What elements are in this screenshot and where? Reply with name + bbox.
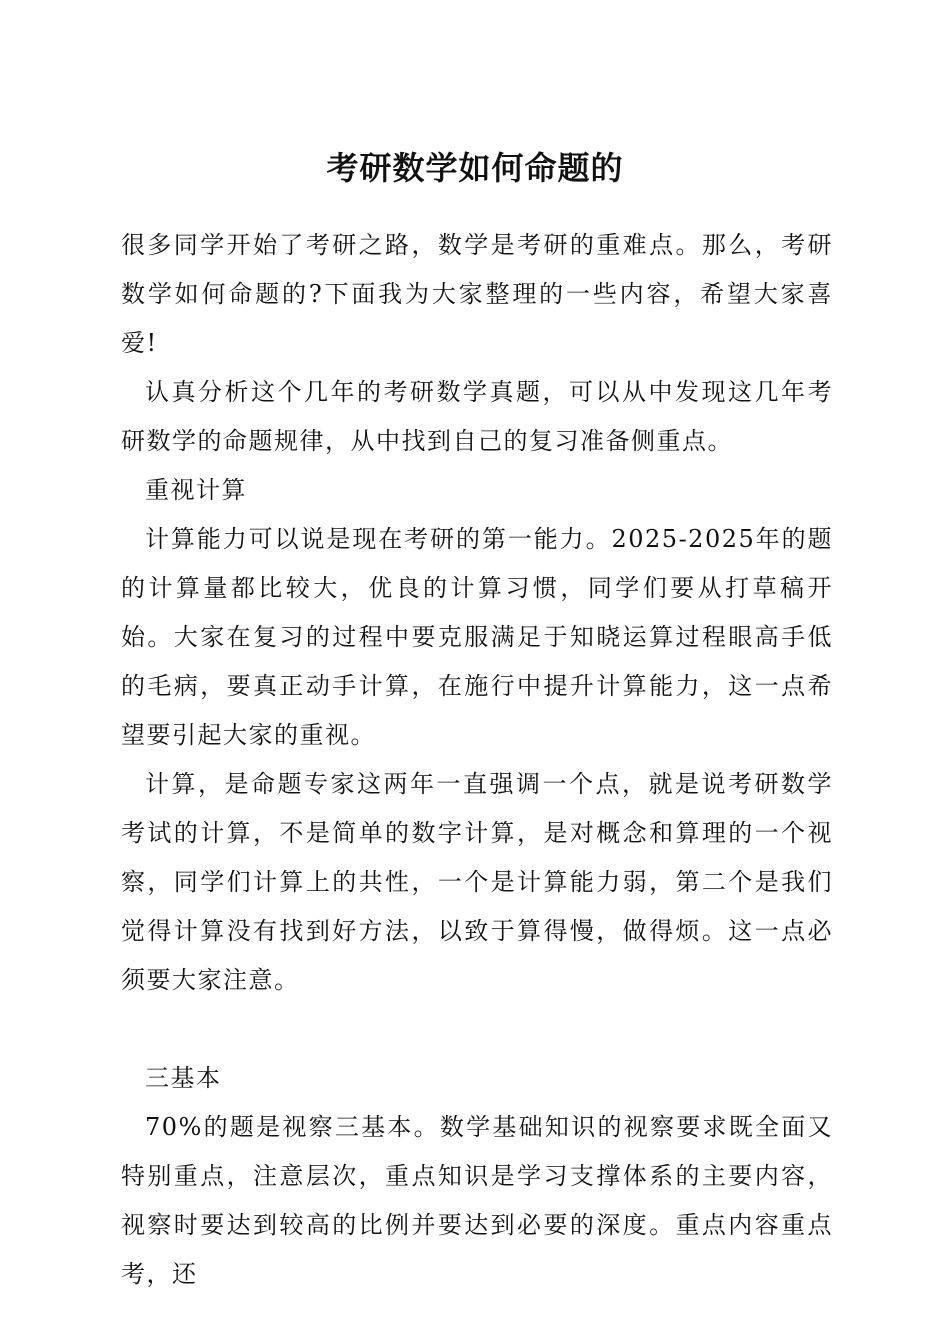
paragraph-calculation-ability: 计算能力可以说是现在考研的第一能力。2025-2025年的题的计算量都比较大，优良的计算习惯，同学们要从打草稿开始。大家在复习的过程中要克服满足于知晓运算过程眼高手低的毛病，要真正动手计算，在施行中提升计算能力，这一点希望要引起大家的重视。 bbox=[121, 525, 833, 749]
paragraph-gap bbox=[121, 1005, 833, 1054]
paragraph-three-basics: 70%的题是视察三基本。数学基础知识的视察要求既全面又特别重点，注意层次，重点知识是学习支撑体系的主要内容，视察时要达到较高的比例并要达到必要的深度。重点内容重点考，还 bbox=[121, 1113, 833, 1288]
document-body bbox=[121, 221, 833, 1299]
paragraph-analysis: 认真分析这个几年的考研数学真题，可以从中发现这几年考研数学的命题规律，从中找到自己的复习准备侧重点。 bbox=[121, 378, 833, 455]
section-heading-three-basics: 三基本 bbox=[145, 1064, 222, 1092]
section-heading-calculation: 重视计算 bbox=[145, 476, 247, 504]
paragraph-calculation-emphasis: 计算，是命题专家这两年一直强调一个点，就是说考研数学考试的计算，不是简单的数字计算，是对概念和算理的一个视察，同学们计算上的共性，一个是计算能力弱，第二个是我们觉得计算没有找到好方法，以致于算得慢，做得烦。这一点必须要大家注意。 bbox=[121, 770, 833, 994]
paragraph-intro: 很多同学开始了考研之路，数学是考研的重难点。那么，考研数学如何命题的?下面我为大家整理的一些内容，希望大家喜爱! bbox=[121, 231, 833, 357]
document-title: 考研数学如何命题的 bbox=[326, 149, 624, 187]
